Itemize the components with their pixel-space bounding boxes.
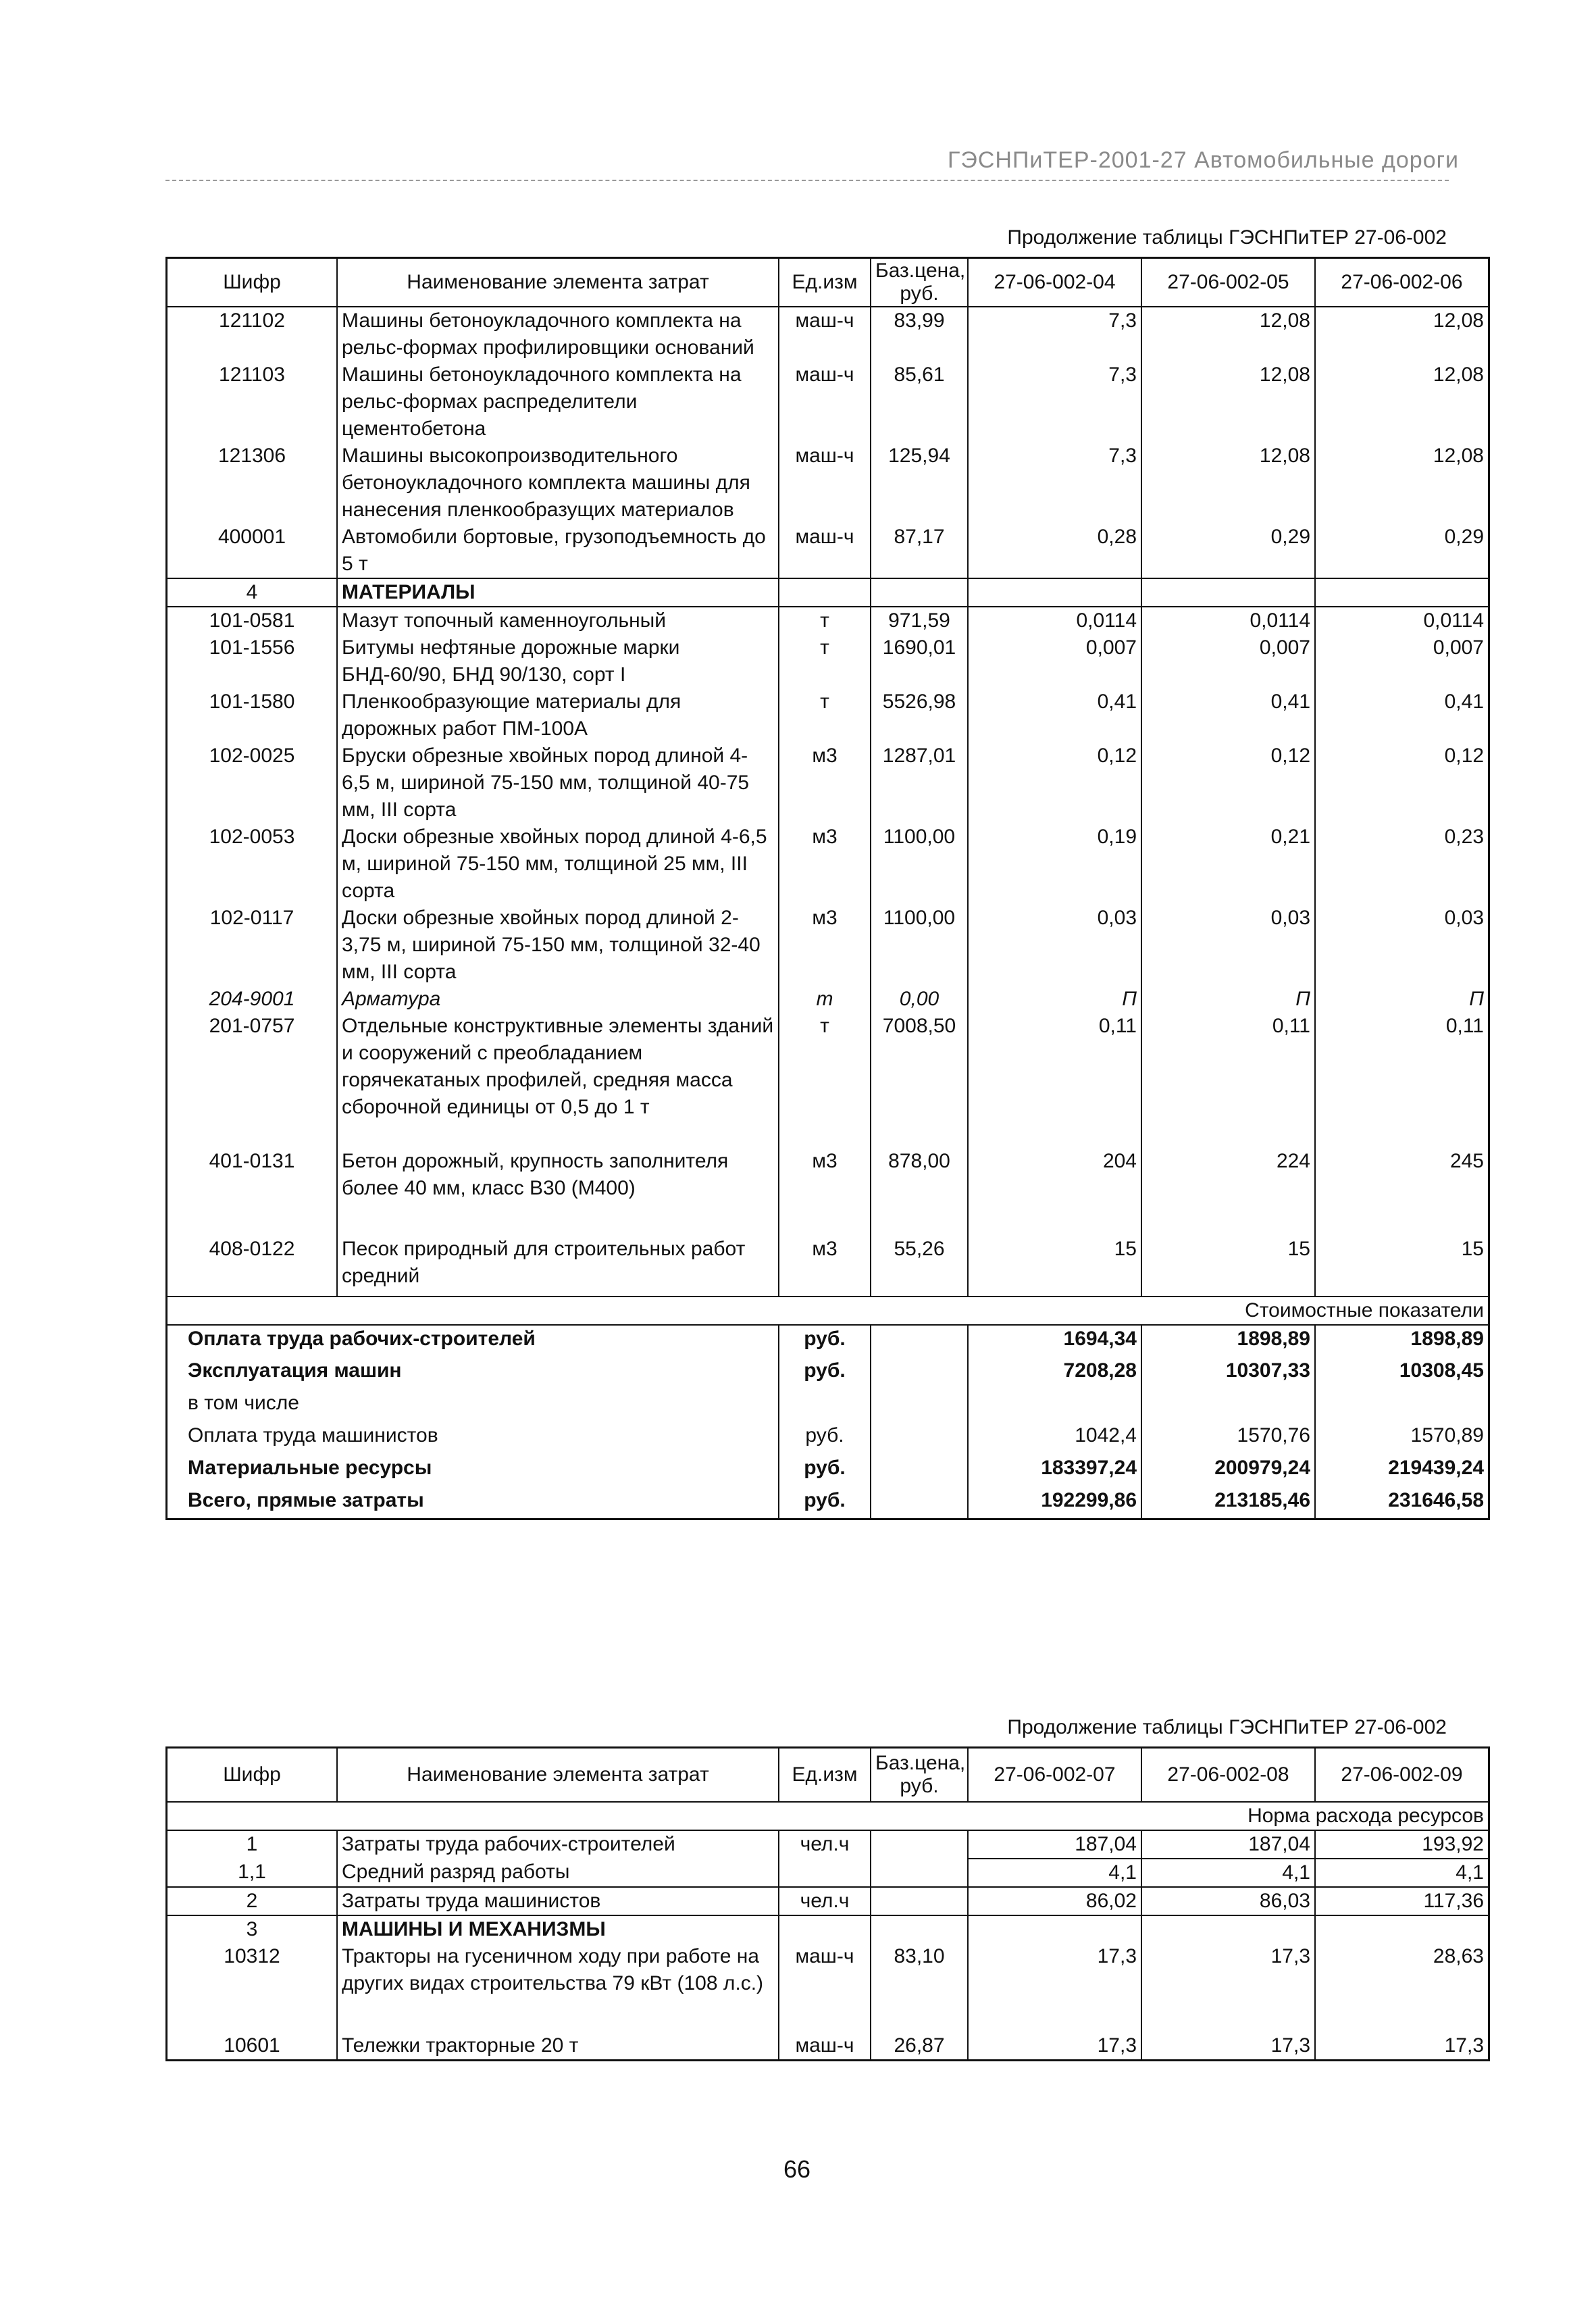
cell-value: 86,02 [968, 1887, 1141, 1915]
table-row [167, 1915, 1489, 1943]
cell-price: 55,26 [871, 1236, 968, 1297]
cell-value: 0,19 [968, 824, 1141, 905]
cell-value: 245 [1315, 1148, 1489, 1236]
cell-code: 121306 [217, 444, 286, 467]
col-header-v1: 27-06-002-07 [968, 1748, 1141, 1802]
cell-name: Доски обрезные хвойных пород длиной 4-6,5 м, шириной 75-150 мм, толщиной 25 мм, III сорта [337, 824, 779, 905]
cell-value: 12,08 [1315, 361, 1489, 443]
table-row [167, 905, 1489, 986]
cell-value: П [1141, 986, 1315, 1013]
cell-name: Бруски обрезные хвойных пород длиной 4-6,5 м, шириной 75-150 мм, толщиной 40-75 мм, III сорта [337, 743, 779, 824]
cell-value: 12,08 [1141, 443, 1315, 524]
cell-name: МАШИНЫ И МЕХАНИЗМЫ [337, 1915, 779, 1943]
cell-unit: маш-ч [779, 1943, 871, 2032]
summary-value: 1694,34 [968, 1325, 1141, 1357]
summary-row [167, 1390, 1489, 1422]
cell-name: Автомобили бортовые, грузоподъемность до 5 т [337, 524, 779, 578]
cell-value: 0,0114 [1141, 607, 1315, 634]
cell-value: 0,03 [1141, 905, 1315, 986]
summary-price [871, 1390, 968, 1422]
col-header-v1: 27-06-002-04 [968, 258, 1141, 307]
cell-value: 17,3 [968, 1943, 1141, 2032]
summary-price [871, 1487, 968, 1519]
summary-unit: руб. [779, 1422, 871, 1455]
cell-value: 4,1 [968, 1859, 1141, 1887]
col-header-unit: Ед.изм [779, 1748, 871, 1802]
table1 [165, 257, 1490, 1520]
cell-code: 10601 [224, 2034, 280, 2057]
summary-value: 231646,58 [1315, 1487, 1489, 1519]
cell-value: 204 [968, 1148, 1141, 1236]
cell-code: 101-1580 [209, 690, 295, 713]
cell-value: 7,3 [968, 361, 1141, 443]
summary-price [871, 1325, 968, 1357]
cell-unit: м3 [779, 743, 871, 824]
table-row [167, 1236, 1489, 1297]
col-header-price: Баз.цена, руб. [871, 258, 968, 307]
band-label: Норма расхода ресурсов [167, 1802, 1489, 1830]
cell-price: 87,17 [871, 524, 968, 578]
summary-value: 1898,89 [1141, 1325, 1315, 1357]
cell-value [1141, 1915, 1315, 1943]
cell-name: Песок природный для строительных работ средний [337, 1236, 779, 1297]
cell-unit: м3 [779, 905, 871, 986]
cell-value: 193,92 [1315, 1830, 1489, 1859]
summary-unit: руб. [779, 1357, 871, 1390]
cell-name: Средний разряд работы [337, 1859, 779, 1887]
cell-value: 0,03 [968, 905, 1141, 986]
cell-price: 1100,00 [871, 905, 968, 986]
cell-unit: т [779, 1013, 871, 1148]
col-header-code: Шифр [167, 1748, 338, 1802]
cell-name: Мазут топочный каменноугольный [337, 607, 779, 634]
summary-label: Оплата труда рабочих-строителей [188, 1327, 536, 1350]
cell-unit: т [779, 607, 871, 634]
cell-name: Машины высокопроизводительного бетоноукладочного комплекта машины для нанесения пленкообразущих материалов [337, 443, 779, 524]
summary-price [871, 1422, 968, 1455]
table-row [167, 361, 1489, 443]
cell-value: 17,3 [1141, 1943, 1315, 2032]
table1-summary [167, 1297, 1489, 1519]
table2-caption: Продолжение таблицы ГЭСНПиТЕР 27-06-002 [1007, 1716, 1447, 1738]
table-row [167, 1830, 1489, 1859]
cell-value: 0,11 [1141, 1013, 1315, 1148]
cell-value: 7,3 [968, 307, 1141, 361]
page-number: 66 [783, 2155, 811, 2183]
summary-value: 1898,89 [1315, 1325, 1489, 1357]
cell-name: МАТЕРИАЛЫ [337, 578, 779, 607]
summary-value [1315, 1390, 1489, 1422]
cell-price: 85,61 [871, 361, 968, 443]
cell-price: 26,87 [871, 2032, 968, 2061]
cell-value: 12,08 [1141, 361, 1315, 443]
cell-name: Пленкообразующие материалы для дорожных работ ПМ-100А [337, 688, 779, 743]
cell-value: 86,03 [1141, 1887, 1315, 1915]
summary-price [871, 1455, 968, 1487]
cell-code: 102-0053 [209, 825, 295, 848]
cell-value: 0,21 [1141, 824, 1315, 905]
cell-price: 83,10 [871, 1943, 968, 2032]
cell-value: 117,36 [1315, 1887, 1489, 1915]
summary-value: 192299,86 [968, 1487, 1141, 1519]
cell-value [968, 578, 1141, 607]
cell-value [1141, 578, 1315, 607]
cell-price: 5526,98 [871, 688, 968, 743]
cell-unit: т [779, 688, 871, 743]
cell-name: Тракторы на гусеничном ходу при работе на других видах строительства 79 кВт (108 л.с.) [337, 1943, 779, 2032]
col-header-v2: 27-06-002-05 [1141, 258, 1315, 307]
cell-value: 187,04 [1141, 1830, 1315, 1859]
summary-row [167, 1357, 1489, 1390]
cell-unit: маш-ч [779, 443, 871, 524]
table-row [167, 2032, 1489, 2061]
summary-value: 7208,28 [968, 1357, 1141, 1390]
summary-unit [779, 1390, 871, 1422]
table-row [167, 824, 1489, 905]
cell-value: 28,63 [1315, 1943, 1489, 2032]
band-row [167, 1802, 1489, 1830]
cell-value [968, 1915, 1141, 1943]
cell-price [871, 578, 968, 607]
cell-value: 0,41 [1141, 688, 1315, 743]
cell-code: 4 [167, 578, 338, 607]
cell-name: Отдельные конструктивные элементы зданий и сооружений с преобладанием горячекатаных профилей, средняя масса сборочной единицы от 0,5 до 1 т [337, 1013, 779, 1148]
cell-name: Тележки тракторные 20 т [337, 2032, 779, 2061]
summary-label: в том числе [188, 1391, 299, 1414]
cell-unit: чел.ч [779, 1887, 871, 1915]
cell-price: 1690,01 [871, 634, 968, 688]
cell-value [1315, 1915, 1489, 1943]
cell-price: 83,99 [871, 307, 968, 361]
cell-code: 101-0581 [167, 607, 338, 634]
summary-value: 1570,89 [1315, 1422, 1489, 1455]
table-row [167, 578, 1489, 607]
col-header-v3: 27-06-002-09 [1315, 1748, 1489, 1802]
summary-label: Оплата труда машинистов [188, 1424, 438, 1447]
cell-value: 7,3 [968, 443, 1141, 524]
table-row [167, 1013, 1489, 1148]
cell-value: 0,0114 [1315, 607, 1489, 634]
summary-label: Всего, прямые затраты [188, 1488, 424, 1511]
table-row [167, 524, 1489, 578]
cell-value: 0,007 [968, 634, 1141, 688]
cell-price [871, 1830, 968, 1859]
summary-row [167, 1487, 1489, 1519]
table-row [167, 1887, 1489, 1915]
cell-code: 2 [167, 1887, 338, 1915]
cell-value: 4,1 [1315, 1859, 1489, 1887]
cell-value: 17,3 [1141, 2032, 1315, 2061]
cell-value: 0,0114 [968, 607, 1141, 634]
cell-name: Машины бетоноукладочного комплекта на рельс-формах распределители цементобетона [337, 361, 779, 443]
cell-price: 125,94 [871, 443, 968, 524]
summary-value: 1570,76 [1141, 1422, 1315, 1455]
cell-price: 878,00 [871, 1148, 968, 1236]
summary-value: 200979,24 [1141, 1455, 1315, 1487]
cell-unit: маш-ч [779, 361, 871, 443]
summary-value: 1042,4 [968, 1422, 1141, 1455]
cell-value: 0,41 [1315, 688, 1489, 743]
cell-unit: т [779, 986, 871, 1013]
cell-code: 201-0757 [209, 1014, 295, 1037]
table-row [167, 1148, 1489, 1236]
cell-price: 1287,01 [871, 743, 968, 824]
cell-value: 0,03 [1315, 905, 1489, 986]
cell-value: П [1315, 986, 1489, 1013]
cell-value: 0,23 [1315, 824, 1489, 905]
cell-value: 0,007 [1141, 634, 1315, 688]
col-header-code: Шифр [167, 258, 338, 307]
cell-code: 121102 [219, 309, 285, 332]
cell-price: 1100,00 [871, 824, 968, 905]
band-label: Стоимостные показатели [167, 1297, 1489, 1325]
col-header-unit: Ед.изм [779, 258, 871, 307]
col-header-v2: 27-06-002-08 [1141, 1748, 1315, 1802]
cell-unit [779, 1859, 871, 1887]
cell-name: Бетон дорожный, крупность заполнителя более 40 мм, класс В30 (М400) [337, 1148, 779, 1236]
summary-label: Эксплуатация машин [188, 1359, 402, 1382]
summary-price [871, 1357, 968, 1390]
cell-unit: м3 [779, 1236, 871, 1297]
cell-unit: маш-ч [779, 524, 871, 578]
summary-row [167, 1422, 1489, 1455]
cell-value: 187,04 [968, 1830, 1141, 1859]
table-row [167, 1943, 1489, 2032]
cell-value: 224 [1141, 1148, 1315, 1236]
header-rule [165, 180, 1449, 181]
running-header: ГЭСНПиТЕР-2001-27 Автомобильные дороги [948, 147, 1459, 173]
cell-value: 0,29 [1315, 524, 1489, 578]
summary-value [1141, 1390, 1315, 1422]
cell-code: 102-0025 [209, 744, 295, 767]
cell-code: 121103 [219, 363, 285, 386]
cell-price [871, 1915, 968, 1943]
summary-unit: руб. [779, 1325, 871, 1357]
cell-value: 0,12 [1315, 743, 1489, 824]
cell-value: 17,3 [968, 2032, 1141, 2061]
cell-value: 12,08 [1315, 443, 1489, 524]
summary-value: 213185,46 [1141, 1487, 1315, 1519]
col-header-v3: 27-06-002-06 [1315, 258, 1489, 307]
cell-code: 102-0117 [209, 906, 294, 929]
cell-value: 0,12 [1141, 743, 1315, 824]
cell-name: Доски обрезные хвойных пород длиной 2-3,75 м, шириной 75-150 мм, толщиной 32-40 мм, III сорта [337, 905, 779, 986]
cell-value: П [968, 986, 1141, 1013]
cell-value: 0,11 [1315, 1013, 1489, 1148]
cell-unit: маш-ч [779, 2032, 871, 2061]
cell-price [871, 1859, 968, 1887]
table-row [167, 607, 1489, 634]
cell-price: 7008,50 [871, 1013, 968, 1148]
cell-price: 0,00 [871, 986, 968, 1013]
cell-name: Машины бетоноукладочного комплекта на рельс-формах профилировщики оснований [337, 307, 779, 361]
cell-price [871, 1887, 968, 1915]
summary-row [167, 1455, 1489, 1487]
cell-value: 0,28 [968, 524, 1141, 578]
col-header-name: Наименование элемента затрат [337, 258, 779, 307]
cell-value: 15 [1141, 1236, 1315, 1297]
summary-value: 10308,45 [1315, 1357, 1489, 1390]
cell-value: 15 [968, 1236, 1141, 1297]
cell-value: 0,007 [1315, 634, 1489, 688]
summary-row [167, 1325, 1489, 1357]
cell-unit [779, 1915, 871, 1943]
col-header-price: Баз.цена, руб. [871, 1748, 968, 1802]
table-row [167, 986, 1489, 1013]
table-row [167, 1859, 1489, 1887]
cell-name: Арматура [337, 986, 779, 1013]
summary-value [968, 1390, 1141, 1422]
cell-value: 0,12 [968, 743, 1141, 824]
cell-code: 408-0122 [209, 1237, 295, 1260]
cell-value: 0,29 [1141, 524, 1315, 578]
cell-code: 101-1556 [209, 636, 295, 659]
table-row [167, 688, 1489, 743]
cell-value: 15 [1315, 1236, 1489, 1297]
cell-code: 401-0131 [209, 1149, 295, 1172]
table-row [167, 443, 1489, 524]
summary-unit: руб. [779, 1455, 871, 1487]
cell-value: 0,41 [968, 688, 1141, 743]
cell-unit: м3 [779, 824, 871, 905]
cell-value: 12,08 [1315, 307, 1489, 361]
cell-name: Затраты труда машинистов [337, 1887, 779, 1915]
cell-unit [779, 578, 871, 607]
cell-price: 971,59 [871, 607, 968, 634]
cell-code: 400001 [217, 525, 286, 548]
cell-value [1315, 578, 1489, 607]
summary-unit: руб. [779, 1487, 871, 1519]
table1-caption: Продолжение таблицы ГЭСНПиТЕР 27-06-002 [1007, 226, 1447, 249]
cell-code: 204-9001 [209, 987, 295, 1010]
cell-code: 1 [246, 1832, 258, 1855]
col-header-name: Наименование элемента затрат [337, 1748, 779, 1802]
table-row [167, 743, 1489, 824]
cell-value: 4,1 [1141, 1859, 1315, 1887]
table-row [167, 634, 1489, 688]
summary-value: 183397,24 [968, 1455, 1141, 1487]
summary-value: 219439,24 [1315, 1455, 1489, 1487]
cell-code: 1,1 [238, 1860, 266, 1883]
cell-unit: м3 [779, 1148, 871, 1236]
cell-unit: т [779, 634, 871, 688]
summary-label: Материальные ресурсы [188, 1456, 432, 1479]
table-row [167, 307, 1489, 361]
cell-unit: маш-ч [779, 307, 871, 361]
cell-unit: чел.ч [779, 1830, 871, 1859]
band-row [167, 1297, 1489, 1325]
cell-code: 10312 [224, 1944, 280, 1967]
summary-value: 10307,33 [1141, 1357, 1315, 1390]
table2-body [167, 1802, 1489, 2061]
table2 [165, 1746, 1490, 2061]
cell-value: 17,3 [1315, 2032, 1489, 2061]
cell-code: 3 [167, 1915, 338, 1943]
cell-name: Битумы нефтяные дорожные марки БНД-60/90, БНД 90/130, сорт I [337, 634, 779, 688]
table1-body [167, 307, 1489, 1297]
cell-name: Затраты труда рабочих-строителей [337, 1830, 779, 1859]
cell-value: 12,08 [1141, 307, 1315, 361]
cell-value: 0,11 [968, 1013, 1141, 1148]
